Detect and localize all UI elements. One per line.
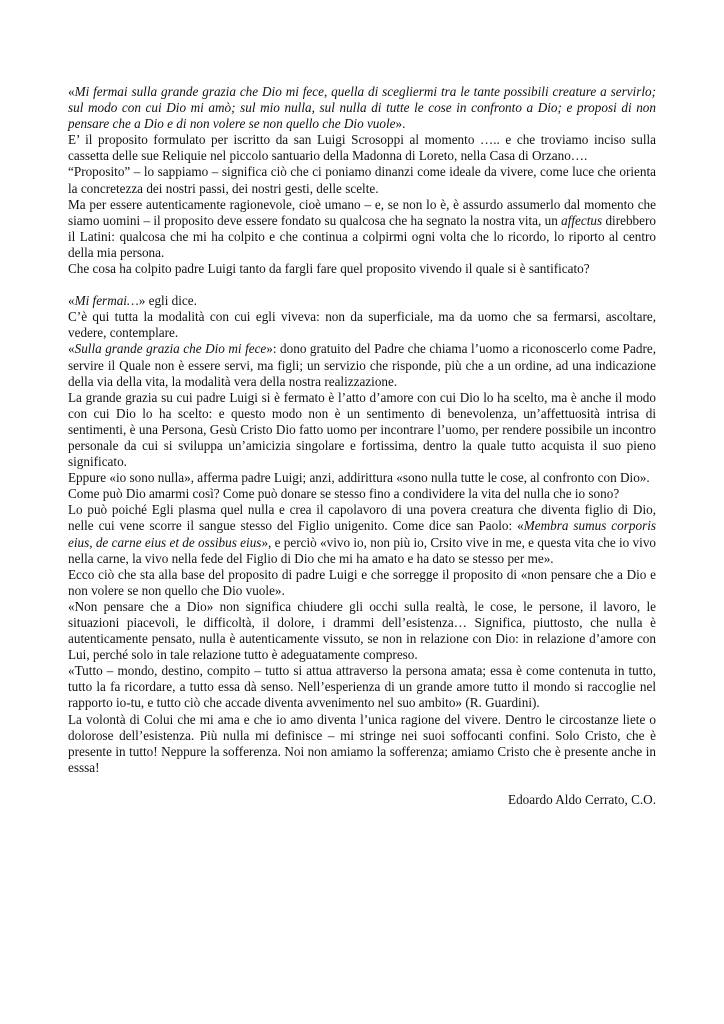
italic-membra-sumus: Membra sumus corporis eius, de carne eius et de ossibus eius	[68, 518, 656, 550]
paragraph-proposito-meaning: “Proposito” – lo sappiamo – significa ciò che ci poniamo dinanzi come ideale da vivere, come luce che orienta la concretezza dei nostri passi, dei nostri gesti, delle scelte.	[68, 164, 656, 196]
paragraph-modalita: C’è qui tutta la modalità con cui egli viveva: non da superficiale, ma da uomo che sa fermarsi, ascoltare, vedere, contemplare.	[68, 309, 656, 341]
quote-open-mark: «	[68, 84, 75, 99]
italic-grande-grazia: Sulla grande grazia che Dio mi fece	[74, 341, 267, 357]
paragraph-io-sono-nulla: Eppure «io sono nulla», afferma padre Luigi; anzi, addirittura «sono nulla tutte le cose, al confronto con Dio».	[68, 470, 650, 486]
proposito-quote-text: Mi fermai sulla grande grazia che Dio mi fece, quella di scegliermi tra le tante possibili creature a servirlo; sul modo con cui Dio mi amò; sul mio nulla, sul nulla di tutte le cose in confronto a Dio; e proposi di non pensare che a Dio e di non volere se non quello che Dio vuole	[68, 84, 656, 132]
paragraph-lo-puo	[68, 502, 656, 566]
text-segment: Lo può poiché Egli plasma quel nulla e crea il capolavoro di una povera creatura che diventa figlio di Dio, nelle cui vene scorre il sangue stesso del Figlio unigenito. Come dice san Paolo: «	[68, 502, 656, 534]
paragraph-spacer	[68, 277, 656, 293]
paragraph-ecco-cio: Ecco ciò che sta alla base del proposito di padre Luigi e che sorregge il proposito di «non pensare che a Dio e non volere se non quello che Dio vuole».	[68, 566, 656, 598]
text-segment: direbbero il Latini: qualcosa che mi ha colpito e che continua a colpirmi ogni volta che lo ricordo, lo riporto al centro della mia persona.	[68, 212, 656, 260]
paragraph-ragionevole	[68, 197, 656, 261]
quote-close-mark: ».	[395, 116, 406, 132]
paragraph-come-puo: Come può Dio amarmi così? Come può donare se stesso fino a condividere la vita del nulla che io sono?	[68, 486, 620, 502]
quote-open-mark: «	[68, 293, 75, 309]
text-segment: », e perciò «vivo io, non più io, Crsito vive in me, e questa vita che io vivo nella carne, la vivo nella fede del Figlio di Dio che mi ha amato e ha dato se stesso per me».	[68, 534, 657, 566]
paragraph-volonta: La volontà di Colui che mi ama e che io amo diventa l’unica ragione del vivere. Dentro le circostanze liete o dolorose dell’esistenza. Più nulla mi definisce – mi stringe nei suoi soffocanti confini. Solo Cristo, che è presente in tutto! Neppure la sofferenza. Noi non amiamo la sofferenza; amiamo Cristo che è presente anche in esssa!	[68, 711, 656, 775]
paragraph-grande-grazia	[68, 341, 656, 389]
paragraph-proposito-origin: E’ il proposito formulato per iscritto da san Luigi Scrosoppi al momento ….. e che troviamo inciso sulla cassetta delle sue Reliquie nel piccolo santuario della Madonna di Loreto, nella Casa di Orzano….	[68, 132, 656, 164]
italic-mi-fermai: Mi fermai…	[74, 293, 139, 309]
text-segment: »: dono gratuito del Padre che chiama l’uomo a riconoscerlo come Padre, servire il Quale non è essere servi, ma figli; un servizio che risponde, più che a un ordine, ad una indicazione della via della vita, la modalità vera della nostra realizzazione.	[68, 341, 657, 389]
paragraph-non-pensare: «Non pensare che a Dio» non significa chiudere gli occhi sulla realtà, le cose, le persone, il lavoro, le situazioni piacevoli, le difficoltà, il dolore, i drammi dell’esistenza… Significa, piuttosto, che nulla è autenticamente pensato, nulla è autenticamente vissuto, se non in relazione con Dio: in relazione d’amore con Lui, perché solo in tale relazione tutto è adeguatamente compreso.	[68, 598, 656, 663]
paragraph-atto-amore: La grande grazia su cui padre Luigi si è fermato è l’atto d’amore con cui Dio lo ha scelto, ma è anche il modo con cui Dio lo ha scelto: e questo modo non è un sentimento di benevolenza, un’affettuosità intrisa di sentimenti, è una Persona, Gesù Cristo Dio fatto uomo per incontrare l’uomo, per rendere possibile un incontro personale da cui si sviluppa un’amicizia singolare e fortissima, dentro la quale tutto acquista il suo pieno significato.	[68, 389, 656, 470]
text-segment: » egli dice.	[138, 293, 197, 309]
author-signature: Edoardo Aldo Cerrato, C.O.	[508, 791, 656, 807]
text-segment: Ma per essere autenticamente ragionevole, cioè umano – e, se non lo è, è assurdo assumerlo dal momento che siamo uomini – il proposito deve essere fondato su qualcosa che ha segnato la nostra vita, un	[68, 196, 656, 228]
italic-affectus: affectus	[561, 212, 603, 228]
paragraph-opening-quote	[68, 84, 656, 132]
paragraph-question: Che cosa ha colpito padre Luigi tanto da fargli fare quel proposito vivendo il quale si è santificato?	[68, 261, 590, 277]
paragraph-mi-fermai	[68, 293, 656, 309]
quote-open-mark: «	[68, 341, 75, 357]
document-body	[68, 84, 656, 808]
paragraph-guardini-quote: «Tutto – mondo, destino, compito – tutto si attua attraverso la persona amata; essa è come contenuta in tutto, tutto la fa ricordare, a tutto essa dà senso. Nell’esperienza di un grande amore tutto il mondo si raccoglie nel rapporto io-tu, e tutto ciò che accade diventa avvenimento nel suo ambito» (R. Guardini).	[68, 663, 656, 711]
